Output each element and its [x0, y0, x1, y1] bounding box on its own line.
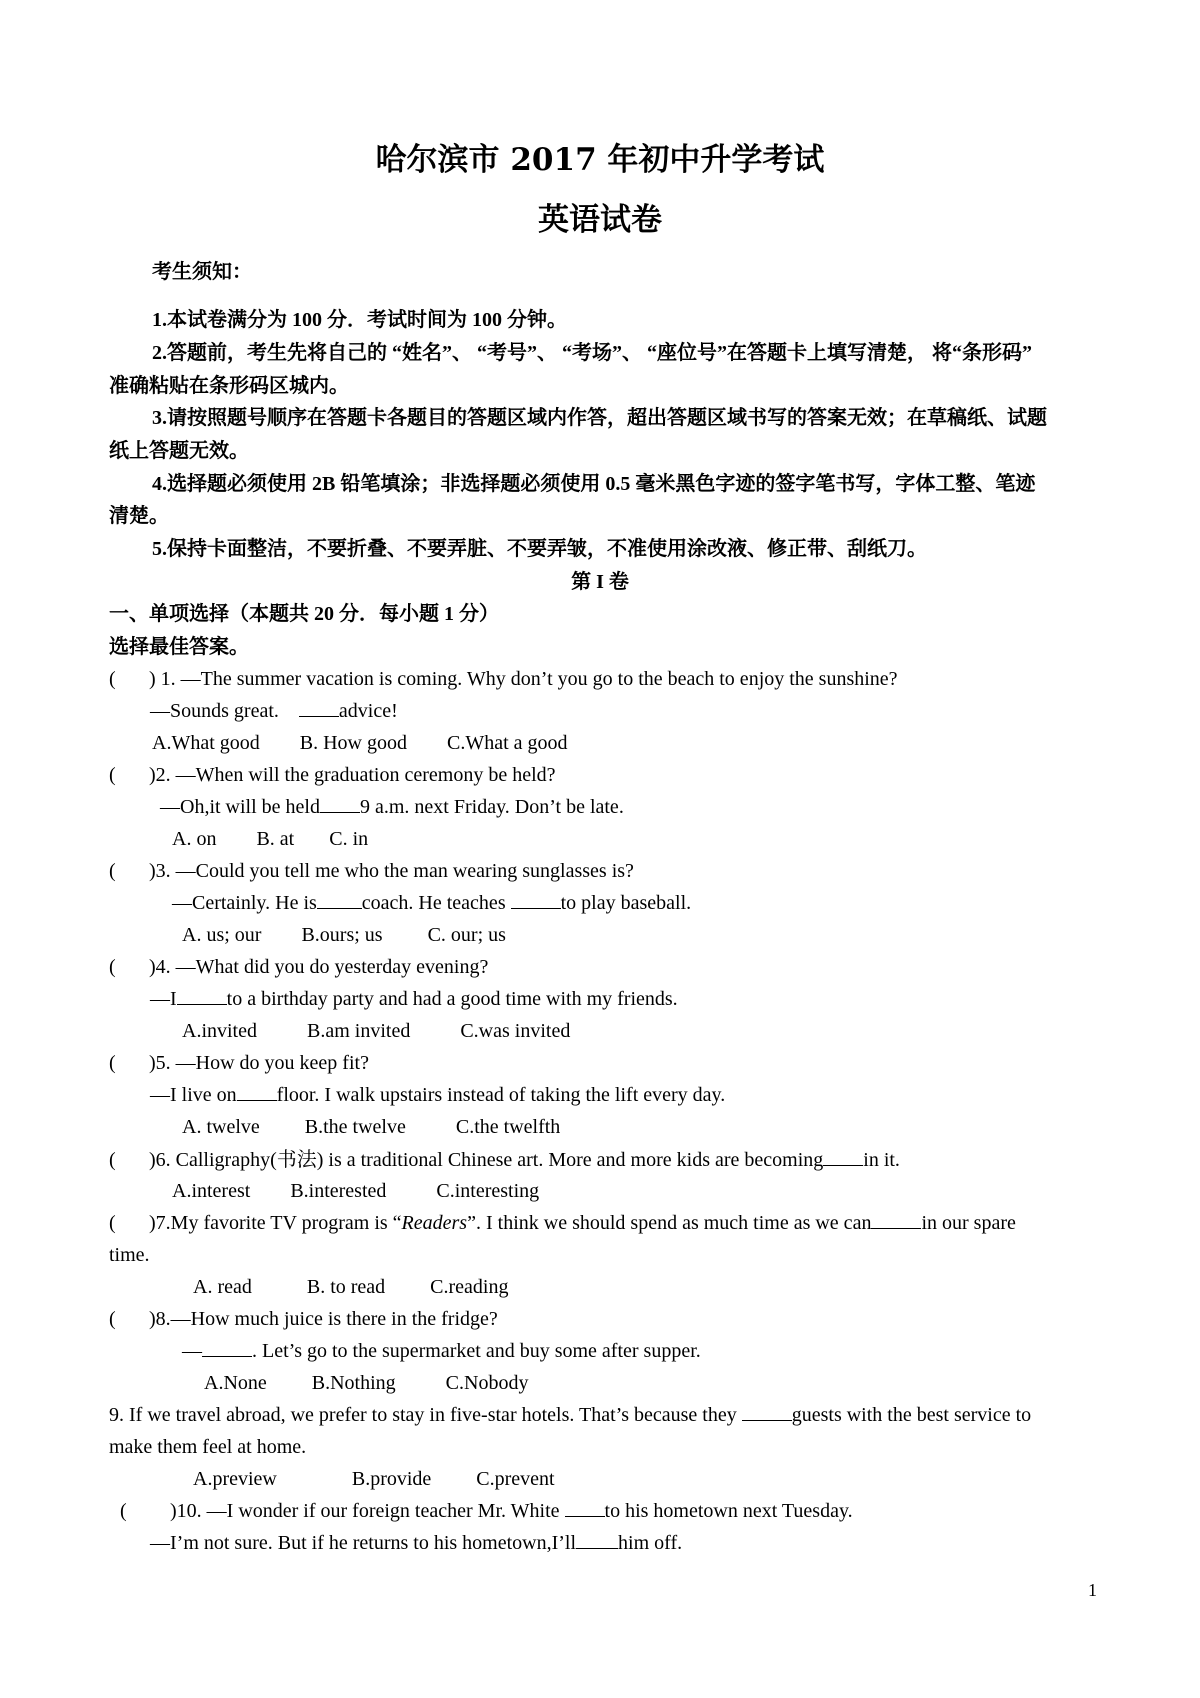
answer-blank [823, 1147, 863, 1166]
question-9-stem: 9. If we travel abroad, we prefer to stay in five-star hotels. That’s because they guests with the best service to [109, 1404, 1032, 1426]
page-number: 1 [1088, 1580, 1097, 1600]
page-subtitle: 英语试卷 [538, 202, 662, 238]
question-3-options: A. us; our B.ours; us C. our; us [182, 924, 506, 946]
notice-heading: 考生须知： [152, 261, 252, 283]
question-5-options: A. twelve B.the twelve C.the twelfth [182, 1116, 561, 1138]
notice-item-5: 5.保持卡面整洁，不要折叠、不要弄脏、不要弄皱，不准使用涂改液、修正带、刮纸刀。 [152, 538, 927, 560]
page-title: 哈尔滨市 2017 年初中升学考试 [375, 142, 825, 178]
notice-item-2: 2.答题前，考生先将自己的 “姓名”、 “考号”、 “考场”、 “座位号”在答题卡上填写清楚， 将“条形码” [152, 342, 1032, 364]
answer-blank [871, 1210, 921, 1229]
question-10-stem: ( )10. —I wonder if our foreign teacher Mr. White to his hometown next Tuesday. [120, 1500, 853, 1522]
question-8-options: A.None B.Nothing C.Nobody [204, 1372, 529, 1394]
question-6-stem: ( )6. Calligraphy(书法) is a traditional Chinese art. More and more kids are becoming in it. [109, 1147, 900, 1171]
question-5-stem: ( )5. —How do you keep fit? [109, 1052, 369, 1074]
question-8-reply: — . Let’s go to the supermarket and buy some after supper. [182, 1340, 701, 1362]
section-instruction: 选择最佳答案。 [109, 636, 249, 658]
question-2-reply: —Oh,it will be held 9 a.m. next Friday. Don’t be late. [160, 796, 624, 818]
section-title: 一、单项选择（本题共 20 分．每小题 1 分） [109, 603, 499, 625]
question-7-stem: ( )7.My favorite TV program is “Readers”. I think we should spend as much time as we can in our spare [109, 1212, 1016, 1234]
notice-item-1: 1.本试卷满分为 100 分．考试时间为 100 分钟。 [152, 309, 567, 331]
answer-blank [742, 1402, 792, 1421]
question-9-cont: make them feel at home. [109, 1436, 307, 1458]
answer-blank [237, 1082, 277, 1101]
answer-blank [511, 890, 561, 909]
answer-blank [320, 794, 360, 813]
answer-blank [565, 1498, 605, 1517]
question-8-stem: ( )8.—How much juice is there in the fridge? [109, 1308, 498, 1330]
answer-blank [576, 1530, 618, 1549]
question-5-reply: —I live on floor. I walk upstairs instead of taking the lift every day. [150, 1084, 726, 1106]
volume-heading: 第 I 卷 [571, 571, 629, 593]
question-2-options: A. on B. at C. in [172, 828, 369, 850]
question-10-reply: —I’m not sure. But if he returns to his hometown,I’ll him off. [150, 1532, 683, 1554]
question-3-stem: ( )3. —Could you tell me who the man wearing sunglasses is? [109, 860, 634, 882]
question-7-cont: time. [109, 1244, 150, 1266]
notice-item-4-cont: 清楚。 [109, 505, 169, 527]
question-3-reply: —Certainly. He is coach. He teaches to play baseball. [172, 892, 692, 914]
notice-item-3-cont: 纸上答题无效。 [109, 440, 249, 462]
question-9-options: A.preview B.provide C.prevent [193, 1468, 555, 1490]
answer-blank [299, 698, 339, 717]
question-4-stem: ( )4. —What did you do yesterday evening? [109, 956, 489, 978]
answer-blank [202, 1338, 252, 1357]
question-1-options: A.What good B. How good C.What a good [152, 732, 568, 754]
question-1-reply: —Sounds great. advice! [150, 700, 398, 722]
notice-item-2-cont: 准确粘贴在条形码区城内。 [109, 375, 349, 397]
notice-item-3: 3.请按照题号顺序在答题卡各题目的答题区域内作答，超出答题区域书写的答案无效；在草稿纸、试题 [152, 407, 1047, 429]
question-6-options: A.interest B.interested C.interesting [172, 1180, 540, 1202]
question-4-reply: —I to a birthday party and had a good time with my friends. [150, 988, 678, 1010]
notice-item-4: 4.选择题必须使用 2B 铅笔填涂；非选择题必须使用 0.5 毫米黑色字迹的签字笔书写，字体工整、笔迹 [152, 473, 1036, 495]
answer-blank [177, 986, 227, 1005]
question-4-options: A.invited B.am invited C.was invited [182, 1020, 571, 1042]
question-1-stem: ( ) 1. —The summer vacation is coming. Why don’t you go to the beach to enjoy the sunshine? [109, 668, 898, 690]
question-7-options: A. read B. to read C.reading [193, 1276, 509, 1298]
question-2-stem: ( )2. —When will the graduation ceremony be held? [109, 764, 556, 786]
answer-blank [317, 890, 362, 909]
